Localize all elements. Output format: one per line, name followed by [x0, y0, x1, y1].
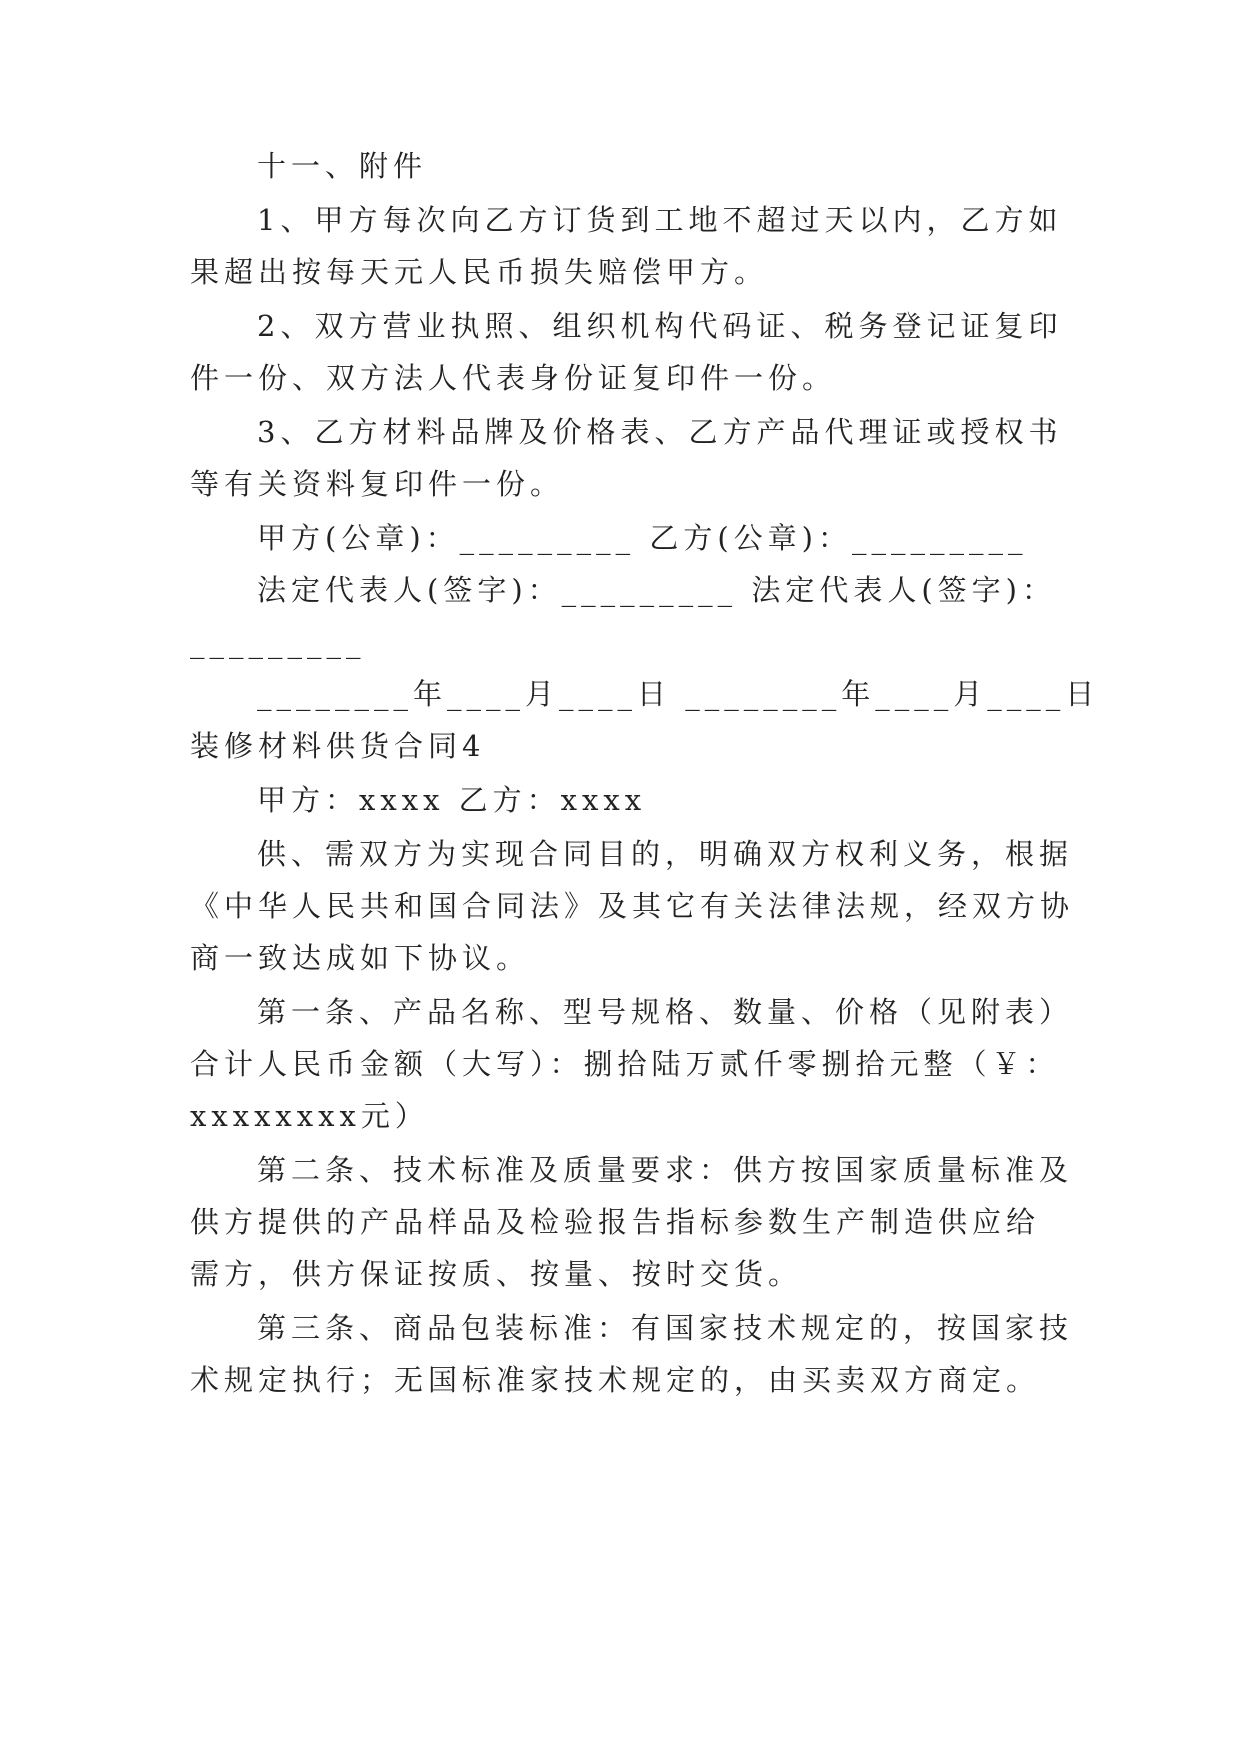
article-1-line-2: 合计人民币金额（大写）：捌拾陆万贰仟零捌拾元整（￥：	[190, 1047, 1060, 1081]
section-heading-attachments: 十一、附件	[257, 149, 428, 183]
contract-title: 装修材料供货合同4	[190, 729, 486, 763]
article-2-line-3: 需方，供方保证按质、按量、按时交货。	[190, 1257, 803, 1291]
seal-line: 甲方(公章)：_________ 乙方(公章)：_________	[257, 521, 1028, 555]
date-line: ________年____月____日 ________年____月____日	[257, 677, 1100, 711]
attachment-item-1-line-2: 果超出按每天元人民币损失赔偿甲方。	[190, 255, 769, 289]
preamble-line-3: 商一致达成如下协议。	[190, 941, 531, 975]
preamble-line-2: 《中华人民共和国合同法》及其它有关法律法规，经双方协	[190, 889, 1075, 923]
representative-signature-line: 法定代表人(签字)：_________ 法定代表人(签字)：	[257, 573, 1056, 607]
article-3-line-1: 第三条、商品包装标准：有国家技术规定的，按国家技	[257, 1311, 1074, 1345]
attachment-item-3-line-1: 3、乙方材料品牌及价格表、乙方产品代理证或授权书	[257, 415, 1063, 449]
attachment-item-2-line-2: 件一份、双方法人代表身份证复印件一份。	[190, 361, 837, 395]
article-2-line-2: 供方提供的产品样品及检验报告指标参数生产制造供应给	[190, 1205, 1041, 1239]
article-2-line-1: 第二条、技术标准及质量要求：供方按国家质量标准及	[257, 1153, 1074, 1187]
attachment-item-1-line-1: 1、甲方每次向乙方订货到工地不超过天以内，乙方如	[257, 203, 1063, 237]
attachment-item-2-line-1: 2、双方营业执照、组织机构代码证、税务登记证复印	[257, 309, 1063, 343]
attachment-item-3-line-2: 等有关资料复印件一份。	[190, 467, 565, 501]
representative-signature-blank: _________	[190, 625, 366, 659]
article-1-line-3: xxxxxxxx元）	[190, 1099, 429, 1133]
preamble-line-1: 供、需双方为实现合同目的，明确双方权利义务，根据	[257, 837, 1074, 871]
article-1-line-1: 第一条、产品名称、型号规格、数量、价格（见附表）	[257, 995, 1074, 1029]
article-3-line-2: 术规定执行；无国标准家技术规定的，由买卖双方商定。	[190, 1363, 1041, 1397]
parties-line: 甲方：xxxx 乙方：xxxx	[257, 783, 647, 817]
